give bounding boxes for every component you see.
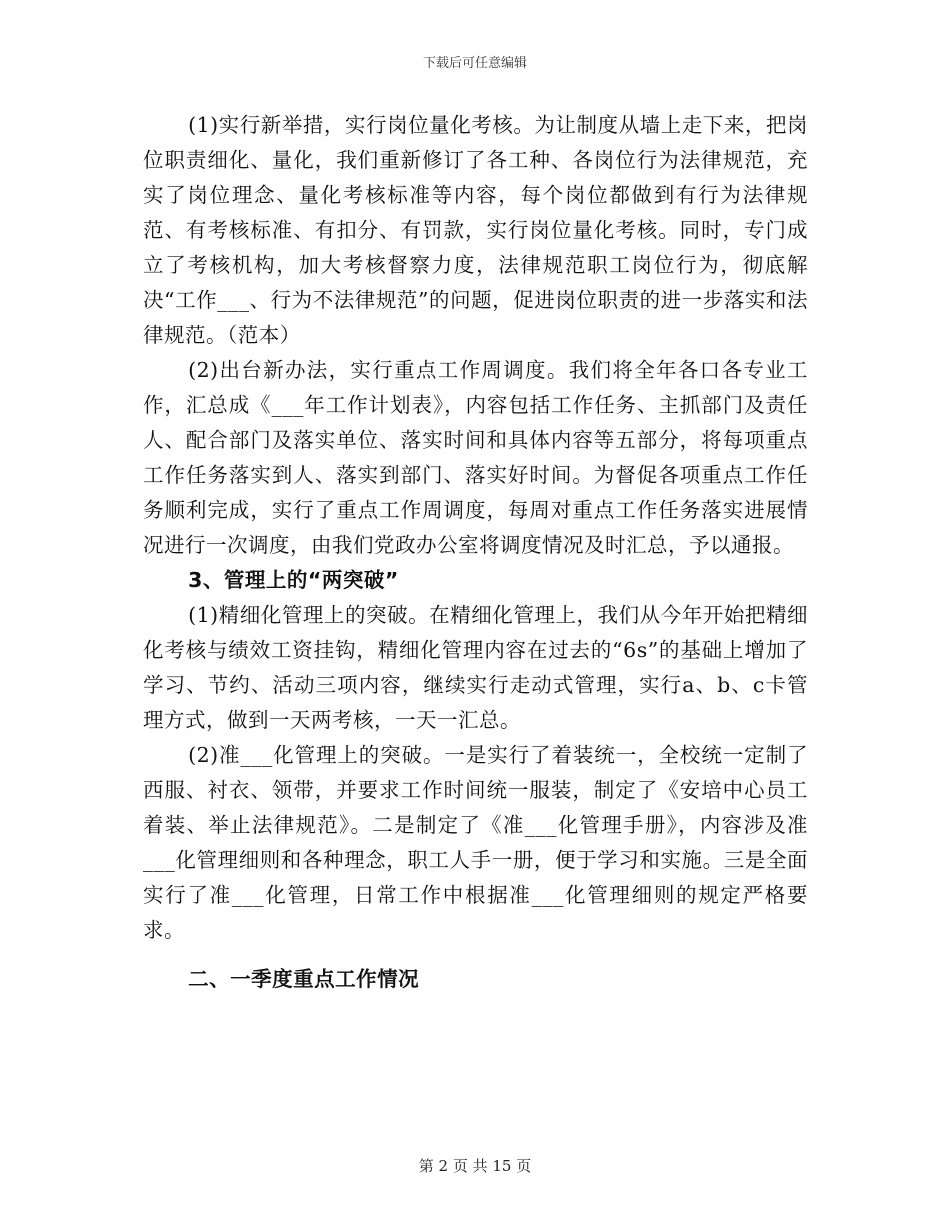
page-header-note: 下载后可任意编辑 xyxy=(422,56,527,71)
heading-first-quarter-work: 二、一季度重点工作情况 xyxy=(188,967,420,991)
paragraph-quantified-assessment: (1)实行新举措，实行岗位量化考核。为让制度从墙上走下来，把岗位职责细化、量化，我们重新修订了各工种、各岗位行为法律规范，充实了岗位理念、量化考核标准等内容，每个岗位都做到有行为法律规范、有考核标准、有扣分、有罚款，实行岗位量化考核。同时，专门成立了考核机构，加大考核督察力度，法律规范职工岗位行为，彻底解决“工作___、行为不法律规范”的问题，促进岗位职责的进一步落实和法律规范。（范本） xyxy=(143,113,808,347)
page-number: 第 2 页 共 15 页 xyxy=(418,1157,532,1175)
paragraph-refined-management: (1)精细化管理上的突破。在精细化管理上，我们从今年开始把精细化考核与绩效工资挂钩，精细化管理内容在过去的“6s”的基础上增加了学习、节约、活动三项内容，继续实行走动式管理，实行a、b、c卡管理方式，做到一天两考核，一天一汇总。 xyxy=(143,603,808,732)
paragraph-weekly-scheduling: (2)出台新办法，实行重点工作周调度。我们将全年各口各专业工作，汇总成《___年工作计划表》，内容包括工作任务、主抓部门及责任人、配合部门及落实单位、落实时间和具体内容等五部分，将每项重点工作任务落实到人、落实到部门、落实好时间。为督促各项重点工作任务顺利完成，实行了重点工作周调度，每周对重点工作任务落实进展情况进行一次调度，由我们党政办公室将调度情况及时汇总，予以通报。 xyxy=(143,358,808,557)
paragraph-standardized-management: (2)准___化管理上的突破。一是实行了着装统一，全校统一定制了西服、衬衣、领带，并要求工作时间统一服装，制定了《安培中心员工着装、举止法律规范》。二是制定了《准___化管理手册》，内容涉及准___化管理细则和各种理念，职工人手一册，便于学习和实施。三是全面实行了准___化管理，日常工作中根据准___化管理细则的规定严格要求。 xyxy=(143,743,808,942)
document-body xyxy=(143,108,808,997)
heading-two-breakthroughs: 3、管理上的“两突破” xyxy=(188,568,399,592)
